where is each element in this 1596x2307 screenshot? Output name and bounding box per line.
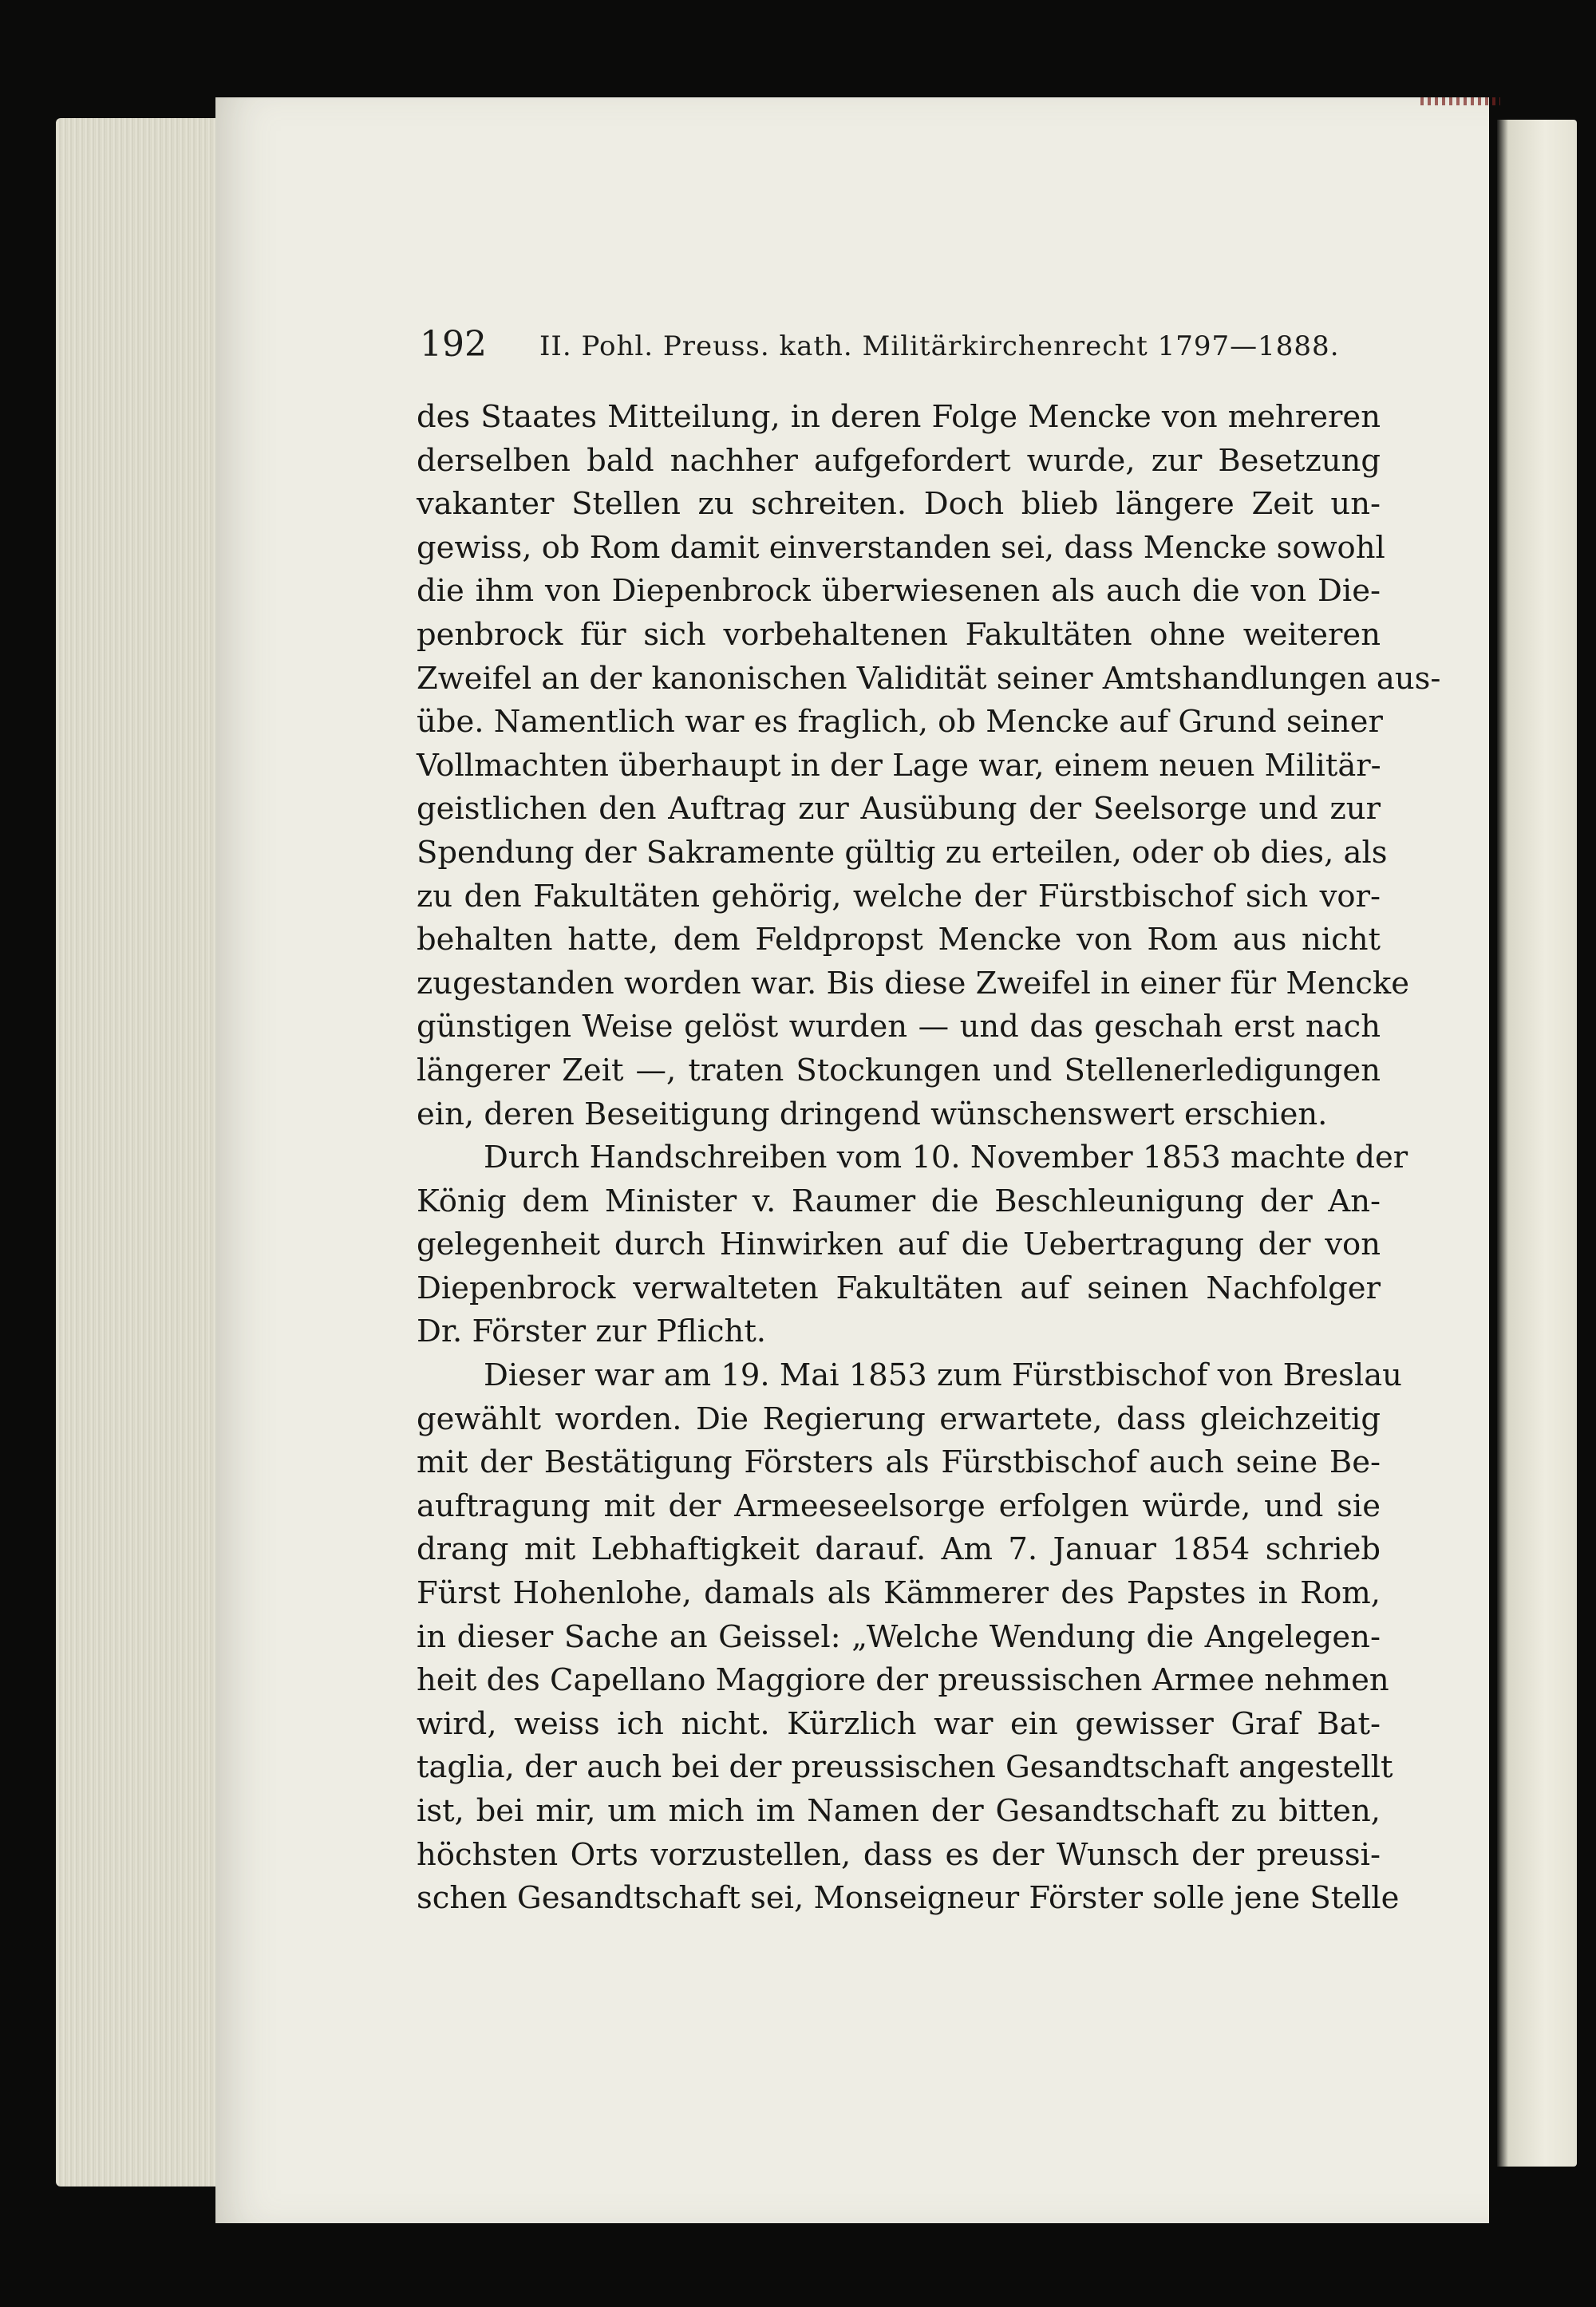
page-block-edges <box>56 118 231 2187</box>
text-line: schen Gesandtschaft sei, Monseigneur Förster solle jene Stelle <box>417 1880 1400 1917</box>
text-line: übe. Namentlich war es fraglich, ob Mencke auf Grund seiner <box>417 704 1383 741</box>
text-line: Diepenbrock verwalteten Fakultäten auf seinen Nachfolger <box>417 1270 1381 1306</box>
text-line: Fürst Hohenlohe, damals als Kämmerer des Papstes in Rom, <box>417 1575 1381 1612</box>
text-line: gewählt worden. Die Regierung erwartete, dass gleichzeitig <box>417 1400 1381 1437</box>
text-line: zugestanden worden war. Bis diese Zweifel in einer für Mencke <box>417 965 1410 1001</box>
text-line: in dieser Sache an Geissel: „Welche Wendung die Angelegen- <box>417 1618 1381 1655</box>
page-header <box>420 319 1393 375</box>
text-line: gewiss, ob Rom damit einverstanden sei, dass Mencke sowohl <box>417 529 1385 566</box>
text-line: gelegenheit durch Hinwirken auf die Uebertragung der von <box>417 1227 1381 1263</box>
text-line: günstigen Weise gelöst wurden — und das geschah erst nach <box>417 1009 1381 1045</box>
text-line: vakanter Stellen zu schreiten. Doch blieb längere Zeit un- <box>417 486 1381 523</box>
text-line: taglia, der auch bei der preussischen Gesandtschaft angestellt <box>417 1749 1393 1786</box>
text-line: höchsten Orts vorzustellen, dass es der Wunsch der preussi- <box>417 1836 1381 1873</box>
text-line: ist, bei mir, um mich im Namen der Gesandtschaft zu bitten, <box>417 1793 1381 1829</box>
page-edge-marks <box>1420 97 1500 105</box>
text-line: Dieser war am 19. Mai 1853 zum Fürstbischof von Breslau <box>484 1357 1402 1394</box>
text-line: Dr. Förster zur Pflicht. <box>417 1313 767 1350</box>
text-line: Durch Handschreiben vom 10. November 1853 machte der <box>484 1140 1408 1176</box>
text-line: Spendung der Sakramente gültig zu erteilen, oder ob dies, als <box>417 834 1388 871</box>
text-line: die ihm von Diepenbrock überwiesenen als auch die von Die- <box>417 573 1381 610</box>
text-line: auftragung mit der Armeeseelsorge erfolgen würde, und sie <box>417 1487 1381 1524</box>
text-line: geistlichen den Auftrag zur Ausübung der Seelsorge und zur <box>417 791 1381 828</box>
running-head: II. Pohl. Preuss. kath. Militärkirchenrecht 1797—1888. <box>539 330 1340 362</box>
text-line: penbrock für sich vorbehaltenen Fakultäten ohne weiteren <box>417 616 1381 653</box>
text-line: drang mit Lebhaftigkeit darauf. Am 7. Januar 1854 schrieb <box>417 1531 1381 1568</box>
text-line: längerer Zeit —, traten Stockungen und Stellenerledigungen <box>417 1052 1381 1088</box>
facing-page-edge <box>1497 120 1577 2167</box>
page-number: 192 <box>420 324 487 365</box>
text-line: zu den Fakultäten gehörig, welche der Fürstbischof sich vor- <box>417 878 1381 915</box>
text-line: des Staates Mitteilung, in deren Folge Mencke von mehreren <box>417 399 1381 435</box>
text-line: heit des Capellano Maggiore der preussischen Armee nehmen <box>417 1662 1389 1699</box>
text-line: derselben bald nachher aufgefordert wurde, zur Besetzung <box>417 442 1381 479</box>
text-line: ein, deren Beseitigung dringend wünschenswert erschien. <box>417 1096 1328 1132</box>
body-text <box>417 396 1441 1921</box>
text-line: Zweifel an der kanonischen Validität seiner Amtshandlungen aus- <box>417 660 1441 697</box>
text-line: behalten hatte, dem Feldpropst Mencke von Rom aus nicht <box>417 922 1381 958</box>
text-line: Vollmachten überhaupt in der Lage war, einem neuen Militär- <box>417 747 1381 784</box>
text-line: mit der Bestätigung Försters als Fürstbischof auch seine Be- <box>417 1444 1381 1481</box>
text-line: wird, weiss ich nicht. Kürzlich war ein gewisser Graf Bat- <box>417 1705 1381 1742</box>
text-line: König dem Minister v. Raumer die Beschleunigung der An- <box>417 1183 1381 1219</box>
